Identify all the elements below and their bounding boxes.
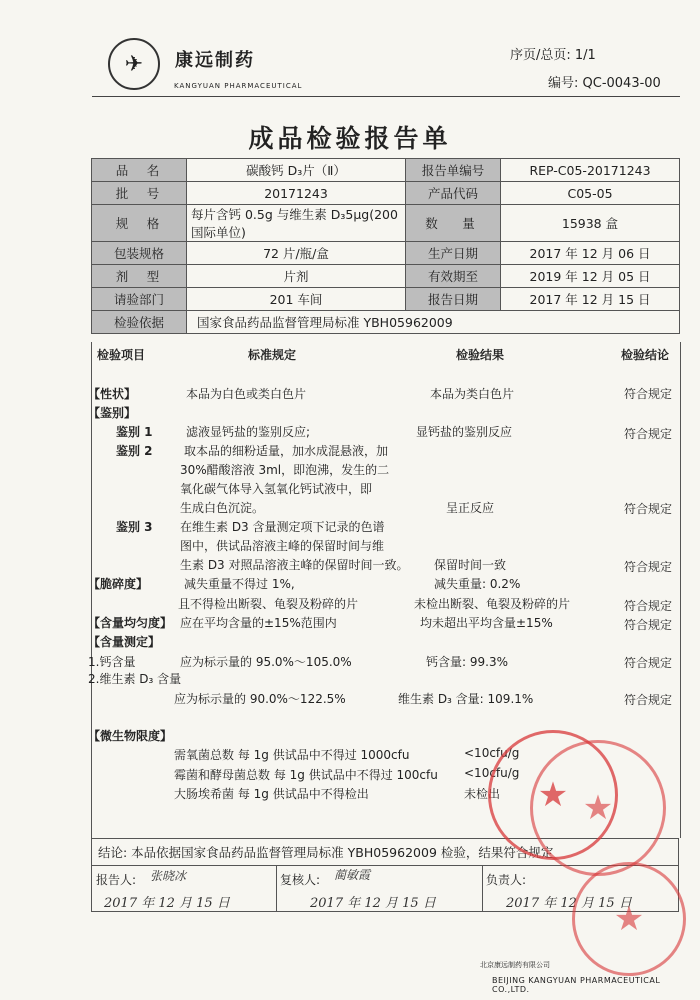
- reporter-label: 报告人:: [96, 873, 137, 887]
- page-title: 成品检验报告单: [248, 124, 452, 153]
- friab-std1: 减失重量不得过 1%,: [184, 577, 295, 591]
- packing-label: 包装规格: [92, 242, 187, 265]
- dosage: 片剂: [187, 265, 406, 288]
- star-icon: ★: [613, 899, 645, 939]
- logo-swan-icon: ✈: [124, 51, 144, 77]
- id2-std1: 取本品的细粉适量，加水成混悬液，加: [184, 444, 389, 458]
- quantity: 15938 盒: [501, 205, 680, 242]
- col-conclusion: 检验结论: [621, 348, 670, 362]
- dosage-label: 剂 型: [92, 265, 187, 288]
- id1-con: 符合规定: [624, 427, 673, 441]
- dept: 201 车间: [187, 288, 406, 311]
- id2-std2: 30%醋酸溶液 3ml，即泡沸，发生的二: [180, 463, 390, 477]
- id2-res: 呈正反应: [446, 501, 495, 515]
- assay2-name: 2.维生素 D₃ 含量: [88, 672, 182, 686]
- batch: 20171243: [187, 182, 406, 205]
- responsible-date: 2017 年 12 月 15 日: [506, 896, 632, 911]
- reporter-date: 2017 年 12 月 15 日: [104, 896, 230, 911]
- assay1-res: 钙含量: 99.3%: [426, 655, 508, 669]
- assay1-con: 符合规定: [624, 656, 673, 670]
- sig-divider: [482, 866, 483, 911]
- star-icon: ★: [537, 775, 569, 815]
- mfg-date: 2017 年 12 月 06 日: [501, 242, 680, 265]
- product-code: C05-05: [501, 182, 680, 205]
- conclusion: 结论: 本品依据国家食品药品监督管理局标准 YBH05962009 检验，结果符合规定: [91, 838, 679, 866]
- micro1-res: <10cfu/g: [464, 746, 520, 760]
- reviewer-label: 复核人:: [280, 873, 321, 887]
- expiry-label: 有效期至: [406, 265, 501, 288]
- doc-number: 编号: QC-0043-00: [548, 76, 661, 91]
- friab-std2: 且不得检出断裂、龟裂及粉碎的片: [178, 597, 359, 611]
- report-date-label: 报告日期: [406, 288, 501, 311]
- dept-label: 请验部门: [92, 288, 187, 311]
- id1-name: 鉴别 1: [116, 425, 153, 439]
- friab-res1: 减失重量: 0.2%: [434, 577, 521, 591]
- report-no: REP-C05-20171243: [501, 159, 680, 182]
- id2-std4: 生成白色沉淀。: [180, 501, 265, 515]
- char-std: 本品为白色或类白色片: [186, 387, 307, 401]
- expiry: 2019 年 12 月 05 日: [501, 265, 680, 288]
- id2-name: 鉴别 2: [116, 444, 153, 458]
- micro2-res: <10cfu/g: [464, 766, 520, 780]
- col-item: 检验项目: [97, 348, 146, 362]
- id3-name: 鉴别 3: [116, 520, 153, 534]
- company-logo: [108, 38, 160, 90]
- info-table: [91, 158, 680, 334]
- report-no-label: 报告单编号: [406, 159, 501, 182]
- id2-std3: 氧化碳气体导入氢氧化钙试液中，即: [180, 482, 373, 496]
- uni-std: 应在平均含量的±15%范围内: [180, 616, 337, 630]
- report-date: 2017 年 12 月 15 日: [501, 288, 680, 311]
- batch-label: 批 号: [92, 182, 187, 205]
- uni-head: 【含量均匀度】: [88, 616, 173, 630]
- assay1-std: 应为标示量的 95.0%～105.0%: [180, 655, 352, 669]
- id3-std1: 在维生素 D3 含量测定项下记录的色谱: [180, 520, 385, 534]
- uni-res: 均未超出平均含量±15%: [420, 616, 553, 630]
- assay1-name: 1.钙含量: [88, 655, 136, 669]
- product-name-label: 品 名: [92, 159, 187, 182]
- quantity-label: 数 量: [406, 205, 501, 242]
- star-icon: ★: [582, 788, 614, 828]
- micro1: 需氧菌总数 每 1g 供试品中不得过 1000cfu: [174, 748, 410, 762]
- assay2-res: 维生素 D₃ 含量: 109.1%: [398, 692, 534, 706]
- assay2-con: 符合规定: [624, 693, 673, 707]
- page-info: 序页/总页: 1/1: [510, 48, 596, 63]
- assay-head: 【含量测定】: [88, 635, 161, 649]
- reviewer-signature: 蔺敏霞: [334, 868, 371, 882]
- char-con: 符合规定: [624, 387, 673, 401]
- responsible-label: 负责人:: [486, 873, 527, 887]
- id-head: 【鉴别】: [88, 406, 137, 420]
- spec: 每片含钙 0.5g 与维生素 D₃5μg(200 国际单位): [187, 205, 406, 242]
- micro3-res: 未检出: [464, 787, 501, 801]
- micro2: 霉菌和酵母菌总数 每 1g 供试品中不得过 100cfu: [174, 768, 438, 782]
- id2-con: 符合规定: [624, 502, 673, 516]
- company-name-en: KANGYUAN PHARMACEUTICAL: [174, 82, 303, 90]
- micro-head: 【微生物限度】: [88, 729, 173, 743]
- company-name: 康远制药: [175, 50, 255, 71]
- seal-stamp: [572, 862, 686, 976]
- id3-con: 符合规定: [624, 560, 673, 574]
- friab-head: 【脆碎度】: [88, 577, 149, 591]
- spec-label: 规 格: [92, 205, 187, 242]
- id1-res: 显钙盐的鉴别反应: [416, 425, 513, 439]
- reviewer-date: 2017 年 12 月 15 日: [310, 896, 436, 911]
- col-result: 检验结果: [456, 348, 505, 362]
- company-stamp: [530, 740, 666, 876]
- char-res: 本品为类白色片: [430, 387, 515, 401]
- basis: 国家食品药品监督管理局标准 YBH05962009: [187, 311, 680, 334]
- header-rule: [92, 96, 680, 97]
- packing: 72 片/瓶/盒: [187, 242, 406, 265]
- mfg-date-label: 生产日期: [406, 242, 501, 265]
- friab-res2: 未检出断裂、龟裂及粉碎的片: [414, 597, 571, 611]
- product-code-label: 产品代码: [406, 182, 501, 205]
- id3-std3: 生素 D3 对照品溶液主峰的保留时间一致。: [180, 558, 409, 572]
- footer-cn: 北京康远制药有限公司: [480, 961, 550, 969]
- uni-con: 符合规定: [624, 618, 673, 632]
- basis-label: 检验依据: [92, 311, 187, 334]
- reporter-signature: 张晓冰: [150, 869, 187, 883]
- char-head: 【性状】: [88, 387, 137, 401]
- product-name: 碳酸钙 D₃片（Ⅱ）: [187, 159, 406, 182]
- micro3: 大肠埃希菌 每 1g 供试品中不得检出: [174, 787, 369, 801]
- col-standard: 标准规定: [248, 348, 297, 362]
- footer-en: BEIJING KANGYUAN PHARMACEUTICAL CO.,LTD.: [492, 976, 661, 994]
- id3-std2: 图中，供试品溶液主峰的保留时间与维: [180, 539, 385, 553]
- id1-std: 滤液显钙盐的鉴别反应;: [186, 425, 311, 439]
- assay2-std: 应为标示量的 90.0%～122.5%: [174, 692, 346, 706]
- sig-divider: [276, 866, 277, 911]
- id3-res: 保留时间一致: [434, 558, 507, 572]
- friab-con: 符合规定: [624, 599, 673, 613]
